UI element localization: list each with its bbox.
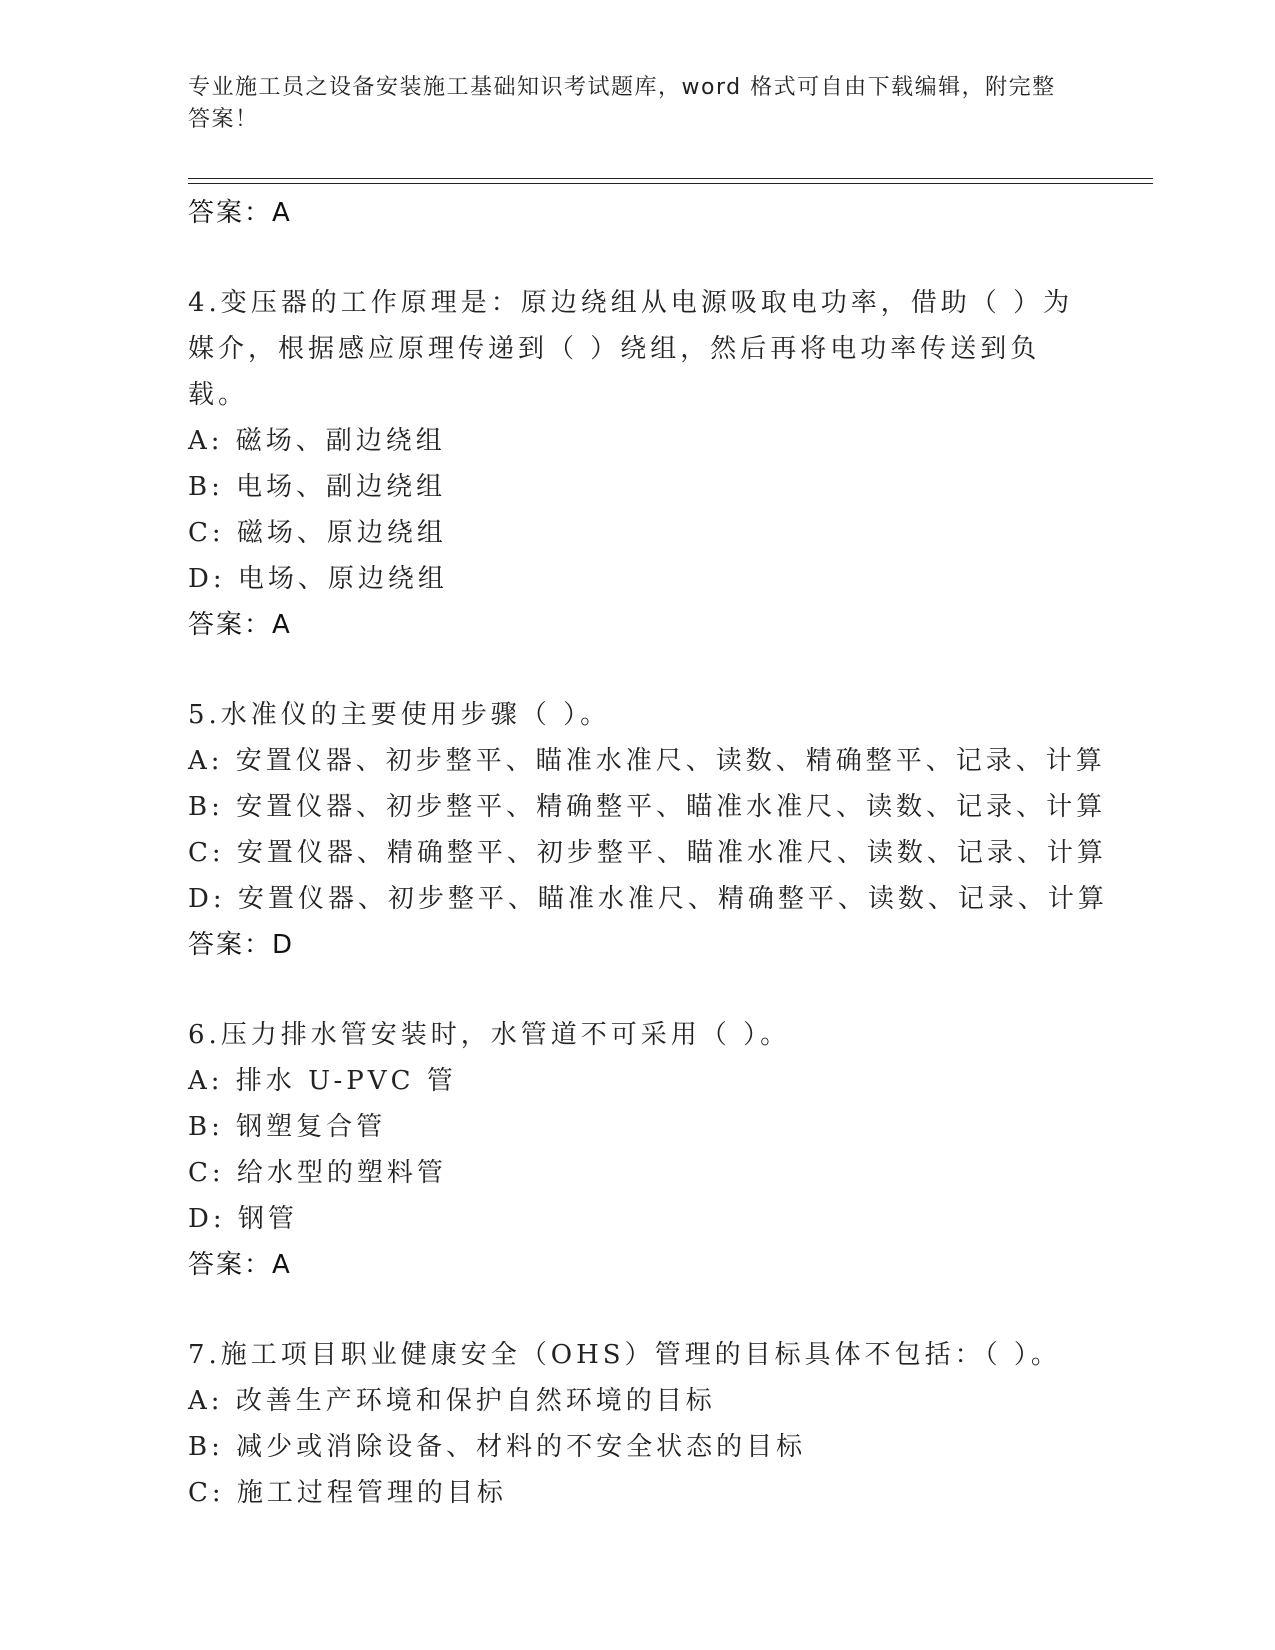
question-list [188,190,1148,1516]
question-stem: 5.水准仪的主要使用步骤（ ）。 [188,700,611,730]
option-a: A: 安置仪器、初步整平、瞄准水准尺、读数、精确整平、记录、计算 [188,746,1106,776]
answer: 答案：D [188,930,295,960]
option-d: D: 电场、原边绕组 [188,564,448,594]
option-b: B: 电场、副边绕组 [188,472,447,502]
question-6 [188,1012,1148,1288]
header-divider-top [188,178,1153,179]
option-a: A: 磁场、副边绕组 [188,426,446,456]
question-stem: 7.施工项目职业健康安全（OHS）管理的目标具体不包括：（ ）。 [188,1340,1061,1370]
option-c: C: 安置仪器、精确整平、初步整平、瞄准水准尺、读数、记录、计算 [188,838,1107,868]
answer: 答案：A [188,610,292,640]
answer-prev: 答案：A [188,198,292,228]
header-divider-bottom [188,183,1153,184]
option-b: B: 钢塑复合管 [188,1112,387,1142]
page-header: 专业施工员之设备安装施工基础知识考试题库，word 格式可自由下载编辑，附完整答案！ [188,75,1056,132]
question-stem: 4.变压器的工作原理是：原边绕组从电源吸取电功率，借助（ ）为媒介，根据感应原理传递到（ ）绕组，然后再将电功率传送到负载。 [188,288,1074,410]
option-c: C: 施工过程管理的目标 [188,1478,507,1508]
option-b: B: 安置仪器、初步整平、精确整平、瞄准水准尺、读数、记录、计算 [188,792,1107,822]
question-7 [188,1332,1148,1516]
option-c: C: 磁场、原边绕组 [188,518,447,548]
option-d: D: 钢管 [188,1204,298,1234]
option-a: A: 排水 U-PVC 管 [188,1066,457,1096]
answer: 答案：A [188,1250,292,1280]
option-c: C: 给水型的塑料管 [188,1158,447,1188]
question-5 [188,692,1148,968]
question-stem: 6.压力排水管安装时，水管道不可采用（ ）。 [188,1020,791,1050]
option-d: D: 安置仪器、初步整平、瞄准水准尺、精确整平、读数、记录、计算 [188,884,1108,914]
question-4 [188,280,1148,648]
option-a: A: 改善生产环境和保护自然环境的目标 [188,1386,716,1416]
option-b: B: 减少或消除设备、材料的不安全状态的目标 [188,1432,807,1462]
